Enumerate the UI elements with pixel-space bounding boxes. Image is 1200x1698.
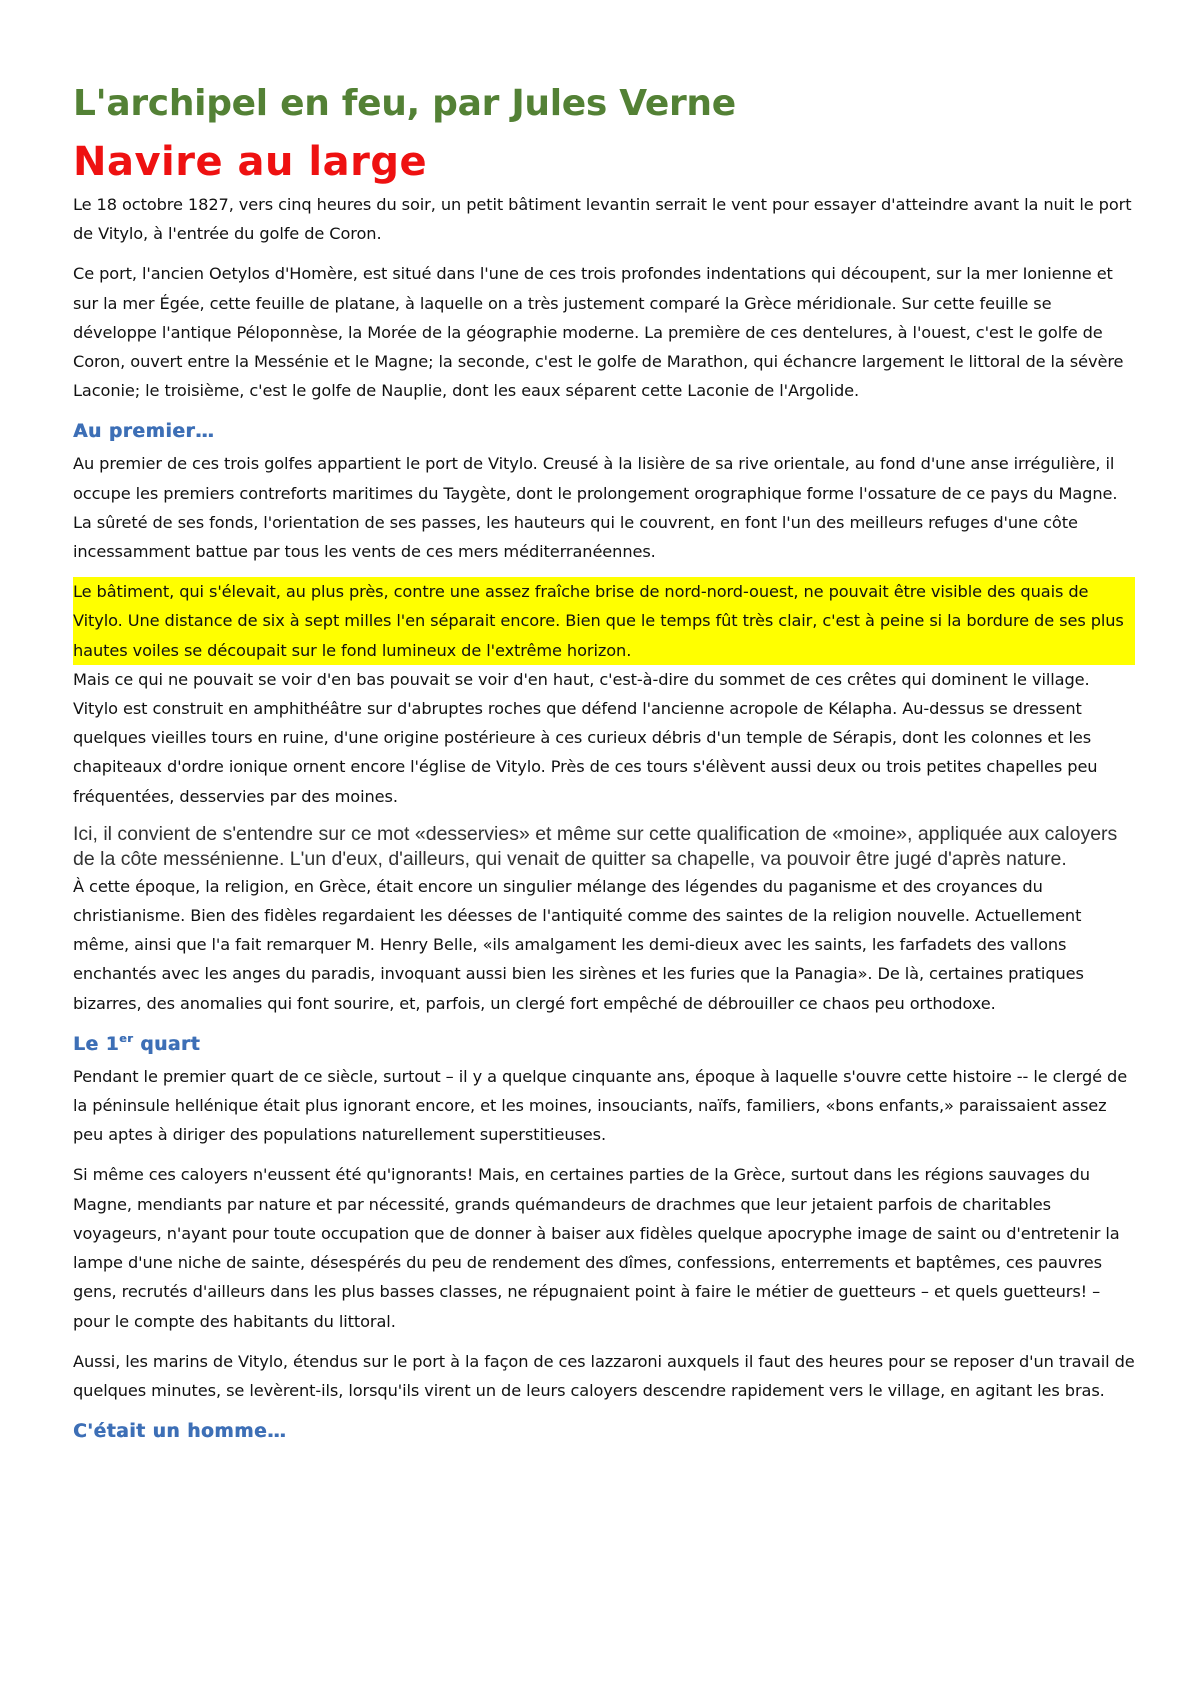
subheading-suffix: quart bbox=[133, 1033, 201, 1055]
paragraph-8: Pendant le premier quart de ce siècle, surtout – il y a quelque cinquante ans, époque à laquelle s'ouvre cette histoire -- le clergé de la péninsule hellénique était plus ignorant encore, et les moines, insouciants, naïfs, familiers, «bons enfants,» paraissaient assez peu aptes à diriger des populations naturellement superstitieuses. bbox=[73, 1066, 1128, 1145]
paragraph-6: Ici, il convient de s'entendre sur ce mot «desservies» et même sur cette qualification de «moine», appliquée aux caloyers de la côte messénienne. L'un d'eux, d'ailleurs, qui venait de quitter sa chapelle, va pouvoir être jugé d'après nature. bbox=[73, 822, 1118, 870]
paragraph-10: Aussi, les marins de Vitylo, étendus sur le port à la façon de ces lazzaroni auxquels il faut des heures pour se reposer d'un travail de quelques minutes, se levèrent-ils, lorsqu'ils virent un de leurs caloyers descendre rapidement vers le village, en agitant les bras. bbox=[73, 1351, 1135, 1400]
subheading-le-1er-quart bbox=[73, 1030, 1135, 1060]
paragraph-2: Ce port, l'ancien Oetylos d'Homère, est situé dans l'une de ces trois profondes indentations qui découpent, sur la mer Ionienne et sur la mer Égée, cette feuille de platane, à laquelle on a très justement comparé la Grèce méridionale. Sur cette feuille se développe l'antique Péloponnèse, la Morée de la géographie moderne. La première de ces dentelures, à l'ouest, c'est le golfe de Coron, ouvert entre la Messénie et le Magne; la seconde, c'est le golfe de Marathon, qui échancre largement le littoral de la sévère Laconie; le troisième, c'est le golfe de Nauplie, dont les eaux séparent cette Laconie de l'Argolide. bbox=[73, 264, 1124, 401]
paragraph-3: Au premier de ces trois golfes appartient le port de Vitylo. Creusé à la lisière de sa rive orientale, au fond d'une anse irrégulière, il occupe les premiers contreforts maritimes du Taygète, dont le prolongement orographique forme l'ossature de ce pays du Magne. La sûreté de ses fonds, l'orientation de ses passes, les hauteurs qui le couvrent, en font l'un des meilleurs refuges d'une côte incessamment battue par tous les vents de ces mers méditerranéennes. bbox=[73, 454, 1118, 562]
chapter-heading: Navire au large bbox=[73, 139, 428, 185]
paragraph-5: Mais ce qui ne pouvait se voir d'en bas pouvait se voir d'en haut, c'est-à-dire du sommet de ces crêtes qui dominent le village. Vitylo est construit en amphithéâtre sur d'abruptes roches que défend l'ancienne acropole de Kélapha. Au-dessus se dressent quelques vieilles tours en ruine, d'une origine postérieure à ces curieux débris d'un temple de Sérapis, dont les colonnes et les chapiteaux d'ordre ionique ornent encore l'église de Vitylo. Près de ces tours s'élèvent aussi deux ou trois petites chapelles peu fréquentées, desservies par des moines. bbox=[73, 669, 1098, 806]
subheading-superscript: er bbox=[119, 1031, 134, 1045]
subheading-prefix: Le 1 bbox=[73, 1033, 120, 1055]
paragraph-7: À cette époque, la religion, en Grèce, était encore un singulier mélange des légendes du paganisme et des croyances du christianisme. Bien des fidèles regardaient les déesses de l'antiquité comme des saintes de la religion nouvelle. Actuellement même, ainsi que l'a fait remarquer M. Henry Belle, «ils amalgament les demi-dieux avec les saints, les farfadets des vallons enchantés avec les anges du paradis, invoquant aussi bien les sirènes et les furies que la Panagia». De là, certaines pratiques bizarres, des anomalies qui font sourire, et, parfois, un clergé fort empêché de débrouiller ce chaos peu orthodoxe. bbox=[73, 876, 1084, 1013]
subheading-au-premier: Au premier… bbox=[73, 421, 215, 443]
document-title: L'archipel en feu, par Jules Verne bbox=[73, 83, 736, 124]
paragraph-1: Le 18 octobre 1827, vers cinq heures du soir, un petit bâtiment levantin serrait le vent pour essayer d'atteindre avant la nuit le port de Vitylo, à l'entrée du golfe de Coron. bbox=[73, 195, 1132, 244]
document-body bbox=[73, 78, 1135, 1449]
highlighted-paragraph: Le bâtiment, qui s'élevait, au plus près, contre une assez fraîche brise de nord-nord-ouest, ne pouvait être visible des quais de Vitylo. Une distance de six à sept milles l'en séparait encore. Bien que le temps fût très clair, c'est à peine si la bordure de ses plus hautes voiles se découpait sur le fond lumineux de l'extrême horizon. bbox=[73, 577, 1135, 665]
paragraph-9: Si même ces caloyers n'eussent été qu'ignorants! Mais, en certaines parties de la Grèce, surtout dans les régions sauvages du Magne, mendiants par nature et par nécessité, grands quémandeurs de drachmes que leur jetaient parfois de charitables voyageurs, n'ayant pour toute occupation que de donner à baiser aux fidèles quelque apocryphe image de saint ou d'entretenir la lampe d'une niche de sainte, désespérés du peu de rendement des dîmes, confessions, enterrements et baptêmes, ces pauvres gens, recrutés d'ailleurs dans les plus basses classes, ne répugnaient point à faire le métier de guetteurs – et quels guetteurs! – pour le compte des habitants du littoral. bbox=[73, 1165, 1120, 1331]
subheading-c-etait-un-homme: C'était un homme… bbox=[73, 1421, 287, 1443]
